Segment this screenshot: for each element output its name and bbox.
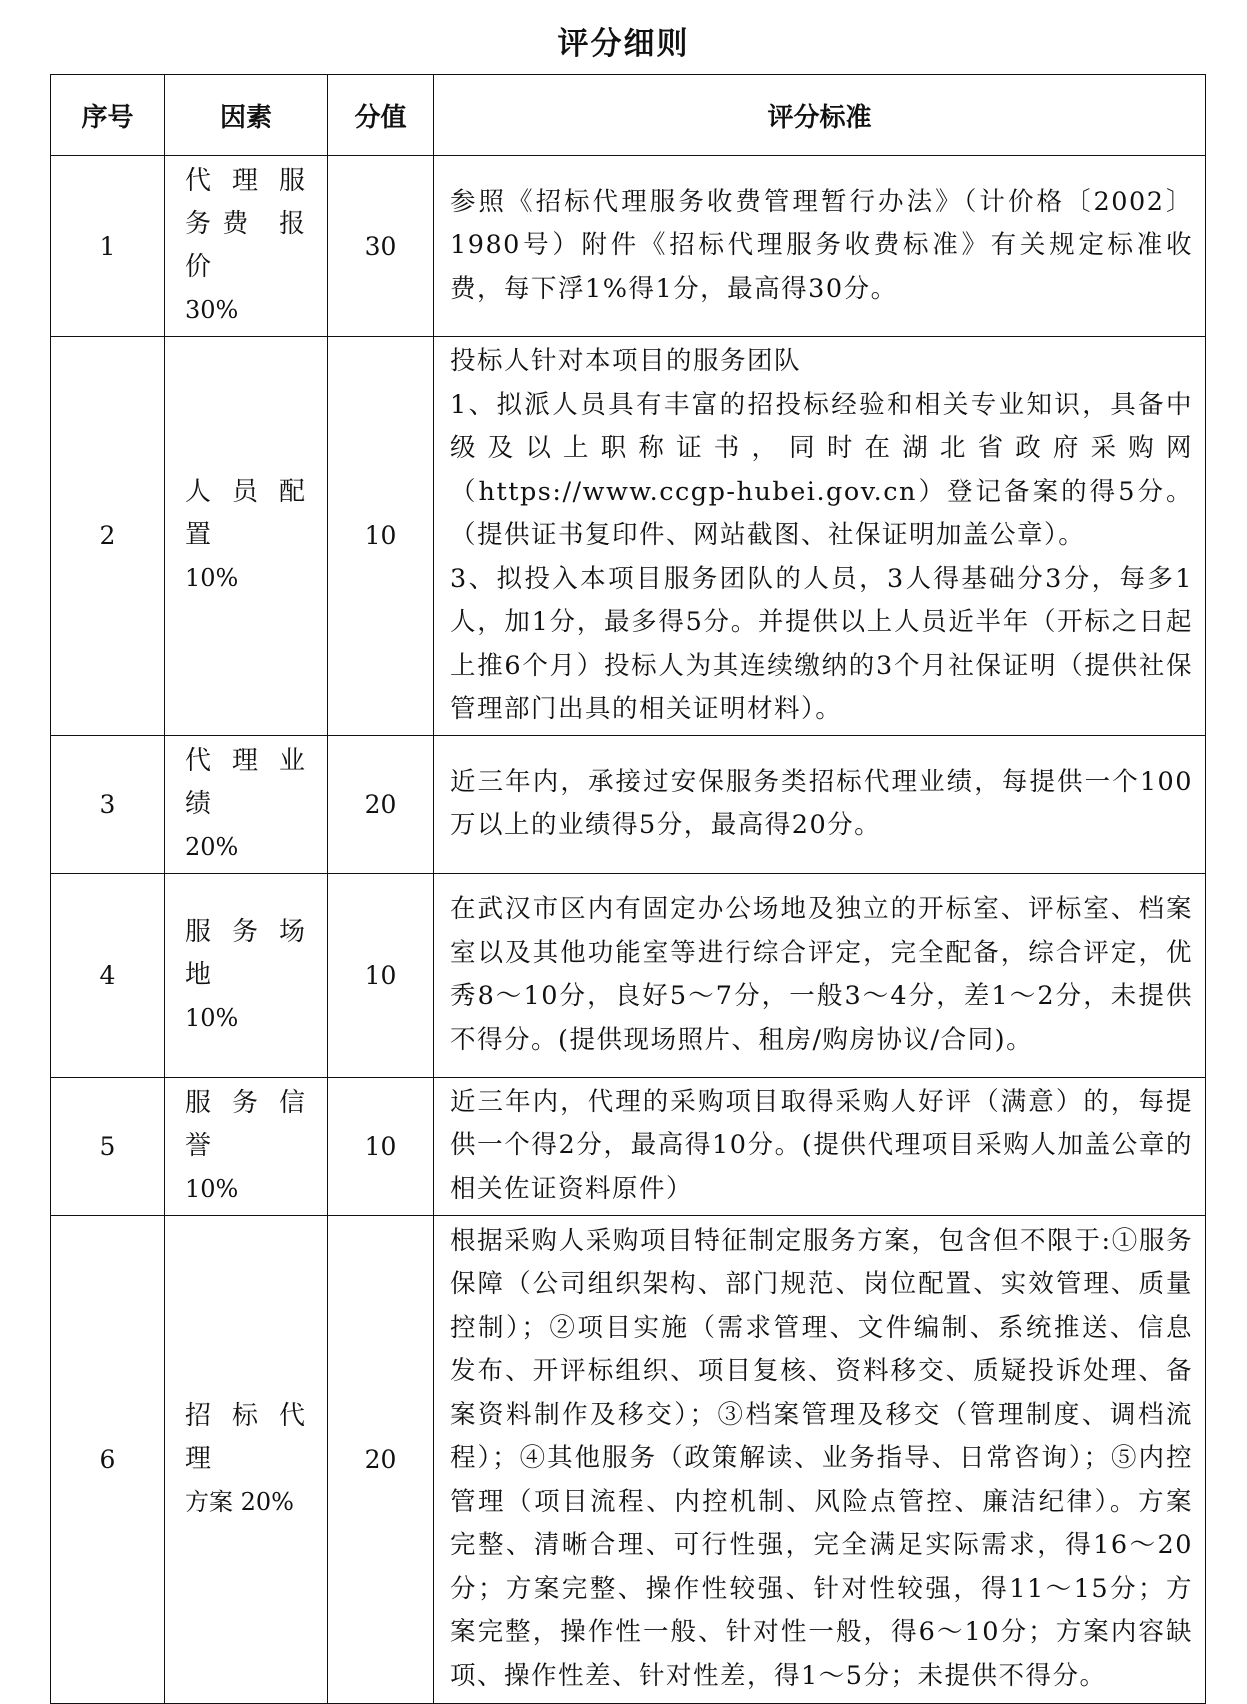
row-criteria — [434, 1215, 1206, 1703]
row-points: 10 — [328, 1077, 434, 1215]
criteria-paragraph: 根据采购人采购项目特征制定服务方案，包含但不限于:①服务保障（公司组织架构、部门规范、岗位配置、实效管理、质量控制）；②项目实施（需求管理、文件编制、系统推送、信息发布、开评标组织、项目复核、资料移交、质疑投诉处理、备案资料制作及移交）；③档案管理及移交（管理制度、调档流程）；④其他服务（政策解读、业务指导、日常咨询）；⑤内控管理（项目流程、内控机制、风险点管控、廉洁纪律）。方案完整、清晰合理、可行性强，完全满足实际需求，得16～20分；方案完整、操作性较强、针对性较强，得11～15分；方案完整，操作性一般、针对性一般，得6～10分；方案内容缺项、操作性差、针对性差，得1～5分；未提供不得分。 — [450, 1225, 1193, 1691]
factor-weight: 方案 20% — [185, 1487, 294, 1516]
row-points: 30 — [328, 156, 434, 337]
factor-weight: 10% — [185, 1174, 239, 1203]
criteria-paragraph: 3、拟投入本项目服务团队的人员，3人得基础分3分，每多1人，加1分，最多得5分。并提供以上人员近半年（开标之日起上推6个月）投标人为其连续缴纳的3个月社保证明（提供社保管理部门出具的相关证明材料）。 — [450, 563, 1193, 724]
row-criteria — [434, 735, 1206, 873]
criteria-paragraph: 近三年内，代理的采购项目取得采购人好评（满意）的，每提供一个得2分，最高得10分。(提供代理项目采购人加盖公章的相关佐证资料原件） — [450, 1086, 1193, 1204]
table-row — [51, 337, 1206, 736]
factor-weight: 10% — [185, 1003, 239, 1032]
row-factor — [165, 735, 328, 873]
row-seq: 5 — [51, 1077, 165, 1215]
table-row — [51, 873, 1206, 1077]
criteria-paragraph: 在武汉市区内有固定办公场地及独立的开标室、评标室、档案室以及其他功能室等进行综合评定，完全配备，综合评定，优秀8～10分，良好5～7分，一般3～4分，差1～2分，未提供不得分。(提供现场照片、租房/购房协议/合同)。 — [450, 894, 1193, 1055]
criteria-paragraph: 近三年内，承接过安保服务类招标代理业绩，每提供一个100万以上的业绩得5分，最高得20分。 — [450, 766, 1193, 840]
header-seq: 序号 — [51, 75, 165, 156]
factor-name: 服务信誉 — [185, 1087, 313, 1161]
factor-name: 人员配置 — [185, 477, 313, 551]
criteria-paragraph: 参照《招标代理服务收费管理暂行办法》（计价格〔2002〕1980号）附件《招标代理服务收费标准》有关规定标准收费，每下浮1%得1分，最高得30分。 — [450, 186, 1193, 304]
table-row — [51, 156, 1206, 337]
row-factor — [165, 156, 328, 337]
table-row — [51, 1077, 1206, 1215]
page-title: 评分细则 — [557, 26, 690, 62]
factor-name: 代理服务费 报 价 — [185, 166, 313, 282]
table-header-row — [51, 75, 1206, 156]
table-row — [51, 735, 1206, 873]
row-criteria — [434, 873, 1206, 1077]
row-seq: 4 — [51, 873, 165, 1077]
row-seq: 2 — [51, 337, 165, 736]
table-row — [51, 1215, 1206, 1703]
factor-weight: 10% — [185, 564, 239, 593]
factor-weight: 30% — [185, 296, 239, 324]
factor-name: 招标代理 — [185, 1400, 313, 1474]
row-points: 10 — [328, 873, 434, 1077]
header-criteria: 评分标准 — [434, 75, 1206, 156]
header-factor: 因素 — [165, 75, 328, 156]
row-points: 20 — [328, 735, 434, 873]
factor-weight: 20% — [185, 832, 239, 861]
row-factor — [165, 1215, 328, 1703]
row-seq: 1 — [51, 156, 165, 337]
factor-name: 代理业绩 — [185, 745, 313, 819]
row-points: 20 — [328, 1215, 434, 1703]
row-criteria — [434, 156, 1206, 337]
factor-name: 服务场地 — [185, 916, 313, 990]
row-factor — [165, 337, 328, 736]
row-factor — [165, 873, 328, 1077]
row-criteria — [434, 1077, 1206, 1215]
row-criteria — [434, 337, 1206, 736]
criteria-paragraph: 投标人针对本项目的服务团队 — [450, 346, 802, 376]
criteria-paragraph: 1、拟派人员具有丰富的招投标经验和相关专业知识，具备中级及以上职称证书，同时在湖北省政府采购网（https://www.ccgp-hubei.gov.cn）登记备案的得5分。（提供证书复印件、网站截图、社保证明加盖公章）。 — [450, 389, 1193, 550]
row-points: 10 — [328, 337, 434, 736]
row-factor — [165, 1077, 328, 1215]
row-seq: 6 — [51, 1215, 165, 1703]
scoring-table — [50, 74, 1206, 1704]
header-points: 分值 — [328, 75, 434, 156]
row-seq: 3 — [51, 735, 165, 873]
